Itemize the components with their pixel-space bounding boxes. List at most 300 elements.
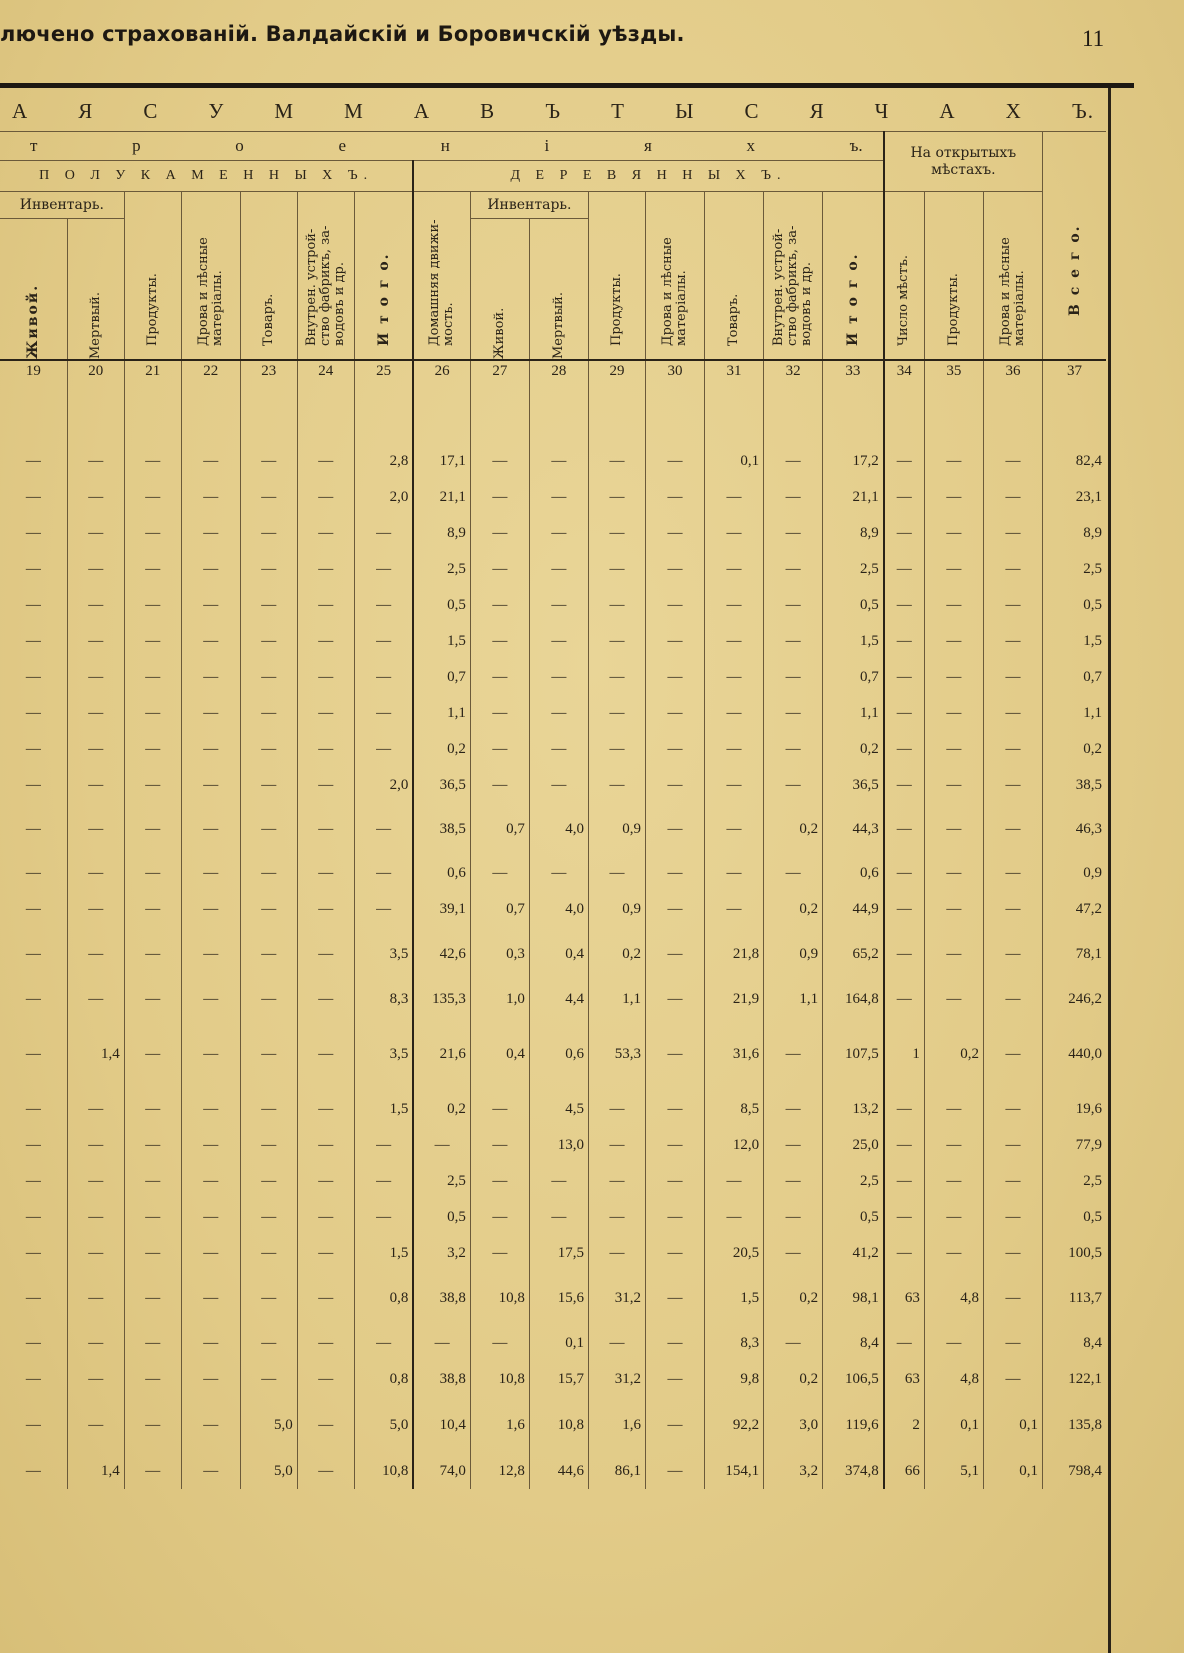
table-cell: — xyxy=(764,767,823,803)
table-cell: 0,5 xyxy=(1043,1199,1107,1235)
table-cell: — xyxy=(983,587,1042,623)
table-cell: 10,4 xyxy=(413,1397,470,1453)
table-cell: — xyxy=(924,731,983,767)
table-cell: — xyxy=(764,443,823,479)
table-cell: — xyxy=(983,981,1042,1017)
table-cell: 0,2 xyxy=(764,1361,823,1397)
table-cell: — xyxy=(983,695,1042,731)
table-cell: — xyxy=(297,1127,354,1163)
table-cell: 0,4 xyxy=(470,1017,529,1091)
table-cell: 38,8 xyxy=(413,1271,470,1325)
table-cell: — xyxy=(470,1325,529,1361)
col-24-header: Внутрен. устрой-ство фабрикъ, за-водовъ и др. xyxy=(297,192,354,361)
table-cell: — xyxy=(297,1017,354,1091)
table-cell: — xyxy=(240,443,297,479)
column-number: 22 xyxy=(181,360,240,381)
table-cell: 3,0 xyxy=(764,1397,823,1453)
table-cell: 21,8 xyxy=(705,927,764,981)
table-row xyxy=(0,479,1106,515)
table-cell: 1,4 xyxy=(67,1453,124,1489)
table-cell: — xyxy=(181,1199,240,1235)
table-cell: 1,5 xyxy=(354,1091,413,1127)
table-cell: — xyxy=(67,479,124,515)
table-cell: — xyxy=(983,443,1042,479)
table-cell: — xyxy=(884,891,925,927)
table-cell: — xyxy=(181,1325,240,1361)
table-cell: — xyxy=(924,695,983,731)
table-cell: — xyxy=(983,1361,1042,1397)
table-cell: — xyxy=(181,1017,240,1091)
table-cell: — xyxy=(297,1091,354,1127)
table-cell: — xyxy=(25,1462,41,1479)
spacer-row xyxy=(0,381,1106,443)
table-cell: — xyxy=(124,515,181,551)
table-cell: 31,6 xyxy=(705,1017,764,1091)
col-32-header: Внутрен. устрой-ство фабрикъ, за-водовъ и др. xyxy=(764,192,823,361)
wooden-header: Д Е Р Е В Я Н Н Ы Х Ъ. xyxy=(413,161,883,192)
table-cell: — xyxy=(924,981,983,1017)
table-cell: — xyxy=(297,1235,354,1271)
table-cell: 0,1 xyxy=(983,1453,1042,1489)
table-row xyxy=(0,587,1106,623)
table-cell: — xyxy=(924,1091,983,1127)
table-cell: — xyxy=(124,1017,181,1091)
table-cell: 4,5 xyxy=(529,1091,588,1127)
table-cell: — xyxy=(124,1397,181,1453)
table-cell: — xyxy=(240,1127,297,1163)
table-cell: — xyxy=(470,515,529,551)
table-cell: 1,1 xyxy=(1043,695,1107,731)
table-cell: 0,7 xyxy=(470,891,529,927)
column-number: 30 xyxy=(645,360,704,381)
table-cell: 44,6 xyxy=(529,1453,588,1489)
table-cell: — xyxy=(983,1163,1042,1199)
table-cell: — xyxy=(297,587,354,623)
table-cell: — xyxy=(67,855,124,891)
table-cell: — xyxy=(181,731,240,767)
table-row xyxy=(0,731,1106,767)
col-19-header: Живой. xyxy=(0,219,67,361)
column-number: 33 xyxy=(823,360,884,381)
table-cell: — xyxy=(470,623,529,659)
table-cell: 98,1 xyxy=(823,1271,884,1325)
table-cell: — xyxy=(25,864,41,881)
table-cell: — xyxy=(181,659,240,695)
table-cell: 44,3 xyxy=(823,803,884,855)
table-cell: 2,5 xyxy=(823,1163,884,1199)
table-cell: — xyxy=(705,623,764,659)
table-cell: 63 xyxy=(884,1361,925,1397)
table-cell: — xyxy=(645,659,704,695)
table-cell: — xyxy=(124,731,181,767)
table-cell: — xyxy=(67,443,124,479)
table-row xyxy=(0,1127,1106,1163)
table-cell: — xyxy=(983,1325,1042,1361)
table-cell: — xyxy=(884,479,925,515)
table-cell: — xyxy=(297,855,354,891)
table-row xyxy=(0,695,1106,731)
column-number: 25 xyxy=(354,360,413,381)
table-cell: — xyxy=(240,1091,297,1127)
table-cell: — xyxy=(25,452,41,469)
table-cell: 10,8 xyxy=(529,1397,588,1453)
table-cell: — xyxy=(924,659,983,695)
col-37-header: В с е г о. xyxy=(1043,132,1107,361)
table-cell: 113,7 xyxy=(1043,1271,1107,1325)
table-cell: — xyxy=(983,1017,1042,1091)
table-cell: — xyxy=(67,1199,124,1235)
table-cell: — xyxy=(645,623,704,659)
table-cell: — xyxy=(240,855,297,891)
page-number: 11 xyxy=(1082,26,1105,51)
table-row xyxy=(0,767,1106,803)
table-cell: — xyxy=(240,587,297,623)
table-cell: — xyxy=(297,443,354,479)
table-cell: 1,1 xyxy=(413,695,470,731)
table-cell: 0,1 xyxy=(705,443,764,479)
table-cell: — xyxy=(884,767,925,803)
table-cell: — xyxy=(240,695,297,731)
table-cell: — xyxy=(67,695,124,731)
table-row xyxy=(0,1199,1106,1235)
table-cell: — xyxy=(884,443,925,479)
band-total-sum: А Я С У М М А В Ъ Т Ы С Я Ч А Х Ъ. xyxy=(0,91,1106,132)
table-cell: — xyxy=(124,479,181,515)
table-cell: — xyxy=(705,855,764,891)
table-cell: — xyxy=(25,1244,41,1261)
table-cell: — xyxy=(25,632,41,649)
table-cell: — xyxy=(240,551,297,587)
column-number: 26 xyxy=(413,360,470,381)
table-cell: — xyxy=(529,1163,588,1199)
table-cell: 8,9 xyxy=(1043,515,1107,551)
table-cell: 44,9 xyxy=(823,891,884,927)
table-cell: — xyxy=(645,515,704,551)
table-cell: — xyxy=(884,803,925,855)
right-rule xyxy=(1108,88,1111,1653)
table-cell: — xyxy=(645,927,704,981)
inventory-header-wooden: Инвентарь. xyxy=(470,192,588,219)
table-cell: — xyxy=(25,1289,41,1306)
table-cell: — xyxy=(884,587,925,623)
table-cell: 8,9 xyxy=(413,515,470,551)
table-cell: — xyxy=(645,1361,704,1397)
table-row xyxy=(0,1017,1106,1091)
table-cell: — xyxy=(983,803,1042,855)
table-cell: — xyxy=(705,803,764,855)
col-20-header: Мертвый. xyxy=(67,219,124,361)
col-34-header: Число мѣстъ. xyxy=(884,192,925,361)
table-cell: 0,2 xyxy=(823,731,884,767)
table-cell: — xyxy=(924,623,983,659)
table-cell: — xyxy=(25,1136,41,1153)
column-number: 36 xyxy=(983,360,1042,381)
table-cell: 1,5 xyxy=(354,1235,413,1271)
table-cell: — xyxy=(645,551,704,587)
table-cell: — xyxy=(181,623,240,659)
table-cell: — xyxy=(884,927,925,981)
table-cell: — xyxy=(884,1199,925,1235)
table-cell: 9,8 xyxy=(705,1361,764,1397)
table-row xyxy=(0,1361,1106,1397)
table-cell: — xyxy=(354,515,413,551)
table-cell: — xyxy=(764,731,823,767)
table-cell: 122,1 xyxy=(1043,1361,1107,1397)
table-cell: — xyxy=(924,443,983,479)
table-cell: — xyxy=(181,1453,240,1489)
table-cell: 8,9 xyxy=(823,515,884,551)
table-row xyxy=(0,1325,1106,1361)
table-cell: — xyxy=(924,891,983,927)
table-cell: — xyxy=(297,1271,354,1325)
table-cell: — xyxy=(588,479,645,515)
top-rule xyxy=(0,83,1134,88)
column-number: 24 xyxy=(297,360,354,381)
table-cell: — xyxy=(764,587,823,623)
table-cell: — xyxy=(297,803,354,855)
table-cell: — xyxy=(25,1172,41,1189)
table-cell: — xyxy=(67,659,124,695)
table-cell: — xyxy=(645,891,704,927)
table-cell: 1,5 xyxy=(1043,623,1107,659)
table-cell: — xyxy=(124,981,181,1017)
table-cell: — xyxy=(645,1163,704,1199)
table-cell: — xyxy=(354,1199,413,1235)
table-cell: — xyxy=(983,1199,1042,1235)
table-cell: 3,5 xyxy=(354,927,413,981)
table-cell: 47,2 xyxy=(1043,891,1107,927)
table-cell: — xyxy=(354,695,413,731)
table-cell: 4,8 xyxy=(924,1361,983,1397)
table-cell: 1,5 xyxy=(705,1271,764,1325)
table-cell: — xyxy=(67,927,124,981)
table-cell: — xyxy=(181,1091,240,1127)
table-cell: 0,2 xyxy=(764,1271,823,1325)
col-26-header: Домашняя движи-мость. xyxy=(413,192,470,361)
table-cell: 2,5 xyxy=(413,1163,470,1199)
table-cell: — xyxy=(924,855,983,891)
table-cell: — xyxy=(413,1325,470,1361)
table-cell: — xyxy=(645,1397,704,1453)
table-cell: 8,3 xyxy=(354,981,413,1017)
table-cell: 1,6 xyxy=(470,1397,529,1453)
table-cell: — xyxy=(124,767,181,803)
table-cell: — xyxy=(529,1199,588,1235)
table-cell: 0,8 xyxy=(354,1271,413,1325)
table-cell: — xyxy=(884,623,925,659)
table-cell: 374,8 xyxy=(823,1453,884,1489)
table-cell: — xyxy=(884,1091,925,1127)
table-cell: — xyxy=(588,767,645,803)
table-cell: — xyxy=(924,1199,983,1235)
table-cell: — xyxy=(588,695,645,731)
table-cell: 135,8 xyxy=(1043,1397,1107,1453)
table-cell: 0,5 xyxy=(413,1199,470,1235)
table-cell: — xyxy=(124,1271,181,1325)
table-cell: — xyxy=(25,900,41,917)
table-cell: — xyxy=(354,803,413,855)
table-cell: 0,2 xyxy=(764,891,823,927)
table-cell: — xyxy=(297,1453,354,1489)
table-cell: 0,2 xyxy=(924,1017,983,1091)
table-cell: — xyxy=(25,945,41,962)
table-cell: — xyxy=(470,1163,529,1199)
table-cell: — xyxy=(705,659,764,695)
table-cell: — xyxy=(924,479,983,515)
table-cell: — xyxy=(470,695,529,731)
table-cell: — xyxy=(297,981,354,1017)
table-cell: — xyxy=(354,855,413,891)
table-cell: 0,7 xyxy=(823,659,884,695)
col-22-header: Дрова и лѣсные матеріалы. xyxy=(181,192,240,361)
table-cell: — xyxy=(470,1235,529,1271)
table-cell: — xyxy=(884,515,925,551)
table-cell: 798,4 xyxy=(1043,1453,1107,1489)
table-cell: 38,8 xyxy=(413,1361,470,1397)
table-row xyxy=(0,659,1106,695)
column-number: 27 xyxy=(470,360,529,381)
table-cell: — xyxy=(764,1127,823,1163)
table-cell: — xyxy=(924,767,983,803)
table-cell: — xyxy=(470,587,529,623)
table-cell: — xyxy=(645,855,704,891)
table-row xyxy=(0,1091,1106,1127)
table-cell: — xyxy=(354,1127,413,1163)
table-cell: — xyxy=(124,551,181,587)
table-cell: — xyxy=(181,927,240,981)
column-number: 29 xyxy=(588,360,645,381)
table-cell: 0,5 xyxy=(413,587,470,623)
table-cell: — xyxy=(181,1397,240,1453)
table-cell: — xyxy=(705,891,764,927)
table-cell: 15,6 xyxy=(529,1271,588,1325)
table-cell: — xyxy=(924,1325,983,1361)
table-cell: 1,5 xyxy=(413,623,470,659)
table-cell: — xyxy=(124,891,181,927)
table-cell: — xyxy=(124,443,181,479)
table-cell: 21,6 xyxy=(413,1017,470,1091)
table-row xyxy=(0,1235,1106,1271)
table-cell: — xyxy=(983,479,1042,515)
table-cell: — xyxy=(588,1163,645,1199)
table-cell: — xyxy=(240,1199,297,1235)
table-cell: 4,4 xyxy=(529,981,588,1017)
table-cell: 2,5 xyxy=(1043,1163,1107,1199)
table-cell: 0,4 xyxy=(529,927,588,981)
table-cell: — xyxy=(983,891,1042,927)
table-cell: — xyxy=(124,1453,181,1489)
table-cell: — xyxy=(25,1208,41,1225)
table-cell: — xyxy=(705,767,764,803)
table-cell: — xyxy=(645,803,704,855)
table-cell: 5,0 xyxy=(240,1453,297,1489)
table-cell: — xyxy=(181,587,240,623)
table-cell: — xyxy=(240,1361,297,1397)
table-cell: 15,7 xyxy=(529,1361,588,1397)
table-cell: 0,6 xyxy=(823,855,884,891)
table-cell: 53,3 xyxy=(588,1017,645,1091)
table-cell: — xyxy=(240,1271,297,1325)
table-cell: — xyxy=(529,515,588,551)
table-cell: — xyxy=(645,1325,704,1361)
table-cell: — xyxy=(645,981,704,1017)
table-cell: — xyxy=(924,927,983,981)
table-cell: — xyxy=(983,623,1042,659)
table-cell: — xyxy=(705,695,764,731)
table-row xyxy=(0,855,1106,891)
table-cell: — xyxy=(884,855,925,891)
table-cell: — xyxy=(181,443,240,479)
table-cell: — xyxy=(240,515,297,551)
table-cell: — xyxy=(181,855,240,891)
table-cell: — xyxy=(67,1235,124,1271)
table-cell: 38,5 xyxy=(1043,767,1107,803)
table-cell: 86,1 xyxy=(588,1453,645,1489)
table-cell: 0,2 xyxy=(1043,731,1107,767)
table-cell: — xyxy=(764,623,823,659)
table-cell: — xyxy=(588,623,645,659)
table-cell: 63 xyxy=(884,1271,925,1325)
table-cell: — xyxy=(297,1163,354,1199)
table-cell: — xyxy=(705,587,764,623)
table-cell: — xyxy=(181,1361,240,1397)
table-cell: — xyxy=(884,981,925,1017)
table-cell: — xyxy=(240,927,297,981)
table-cell: — xyxy=(705,551,764,587)
table-cell: 82,4 xyxy=(1043,443,1107,479)
table-cell: 8,4 xyxy=(1043,1325,1107,1361)
table-cell: — xyxy=(67,803,124,855)
table-cell: — xyxy=(764,695,823,731)
column-number: 35 xyxy=(924,360,983,381)
table-cell: — xyxy=(240,1235,297,1271)
table-cell: 3,2 xyxy=(413,1235,470,1271)
column-number: 23 xyxy=(240,360,297,381)
table-cell: — xyxy=(25,488,41,505)
table-cell: — xyxy=(645,1271,704,1325)
table-cell: — xyxy=(25,1334,41,1351)
table-cell: — xyxy=(924,551,983,587)
table-cell: — xyxy=(67,1127,124,1163)
table-row xyxy=(0,1453,1106,1489)
semistone-header: П О Л У К А М Е Н Н Ы Х Ъ. xyxy=(0,161,413,192)
table-cell: 21,1 xyxy=(413,479,470,515)
table-cell: — xyxy=(884,695,925,731)
table-cell: 0,1 xyxy=(924,1397,983,1453)
table-cell: — xyxy=(764,855,823,891)
table-cell: 0,5 xyxy=(823,1199,884,1235)
table-cell: 164,8 xyxy=(823,981,884,1017)
table-cell: — xyxy=(983,731,1042,767)
column-number: 21 xyxy=(124,360,181,381)
table-cell: — xyxy=(181,695,240,731)
table-cell: 66 xyxy=(884,1453,925,1489)
table-cell: — xyxy=(924,587,983,623)
column-number: 19 xyxy=(0,360,67,381)
table-cell: — xyxy=(240,1163,297,1199)
table-cell: 19,6 xyxy=(1043,1091,1107,1127)
table-cell: — xyxy=(764,1325,823,1361)
table-cell: — xyxy=(645,767,704,803)
table-cell: — xyxy=(884,551,925,587)
column-number: 34 xyxy=(884,360,925,381)
table-cell: — xyxy=(705,1163,764,1199)
table-cell: — xyxy=(884,1163,925,1199)
table-cell: — xyxy=(983,1235,1042,1271)
table-cell: — xyxy=(529,659,588,695)
table-cell: — xyxy=(181,767,240,803)
col-21-header: Продукты. xyxy=(124,192,181,361)
